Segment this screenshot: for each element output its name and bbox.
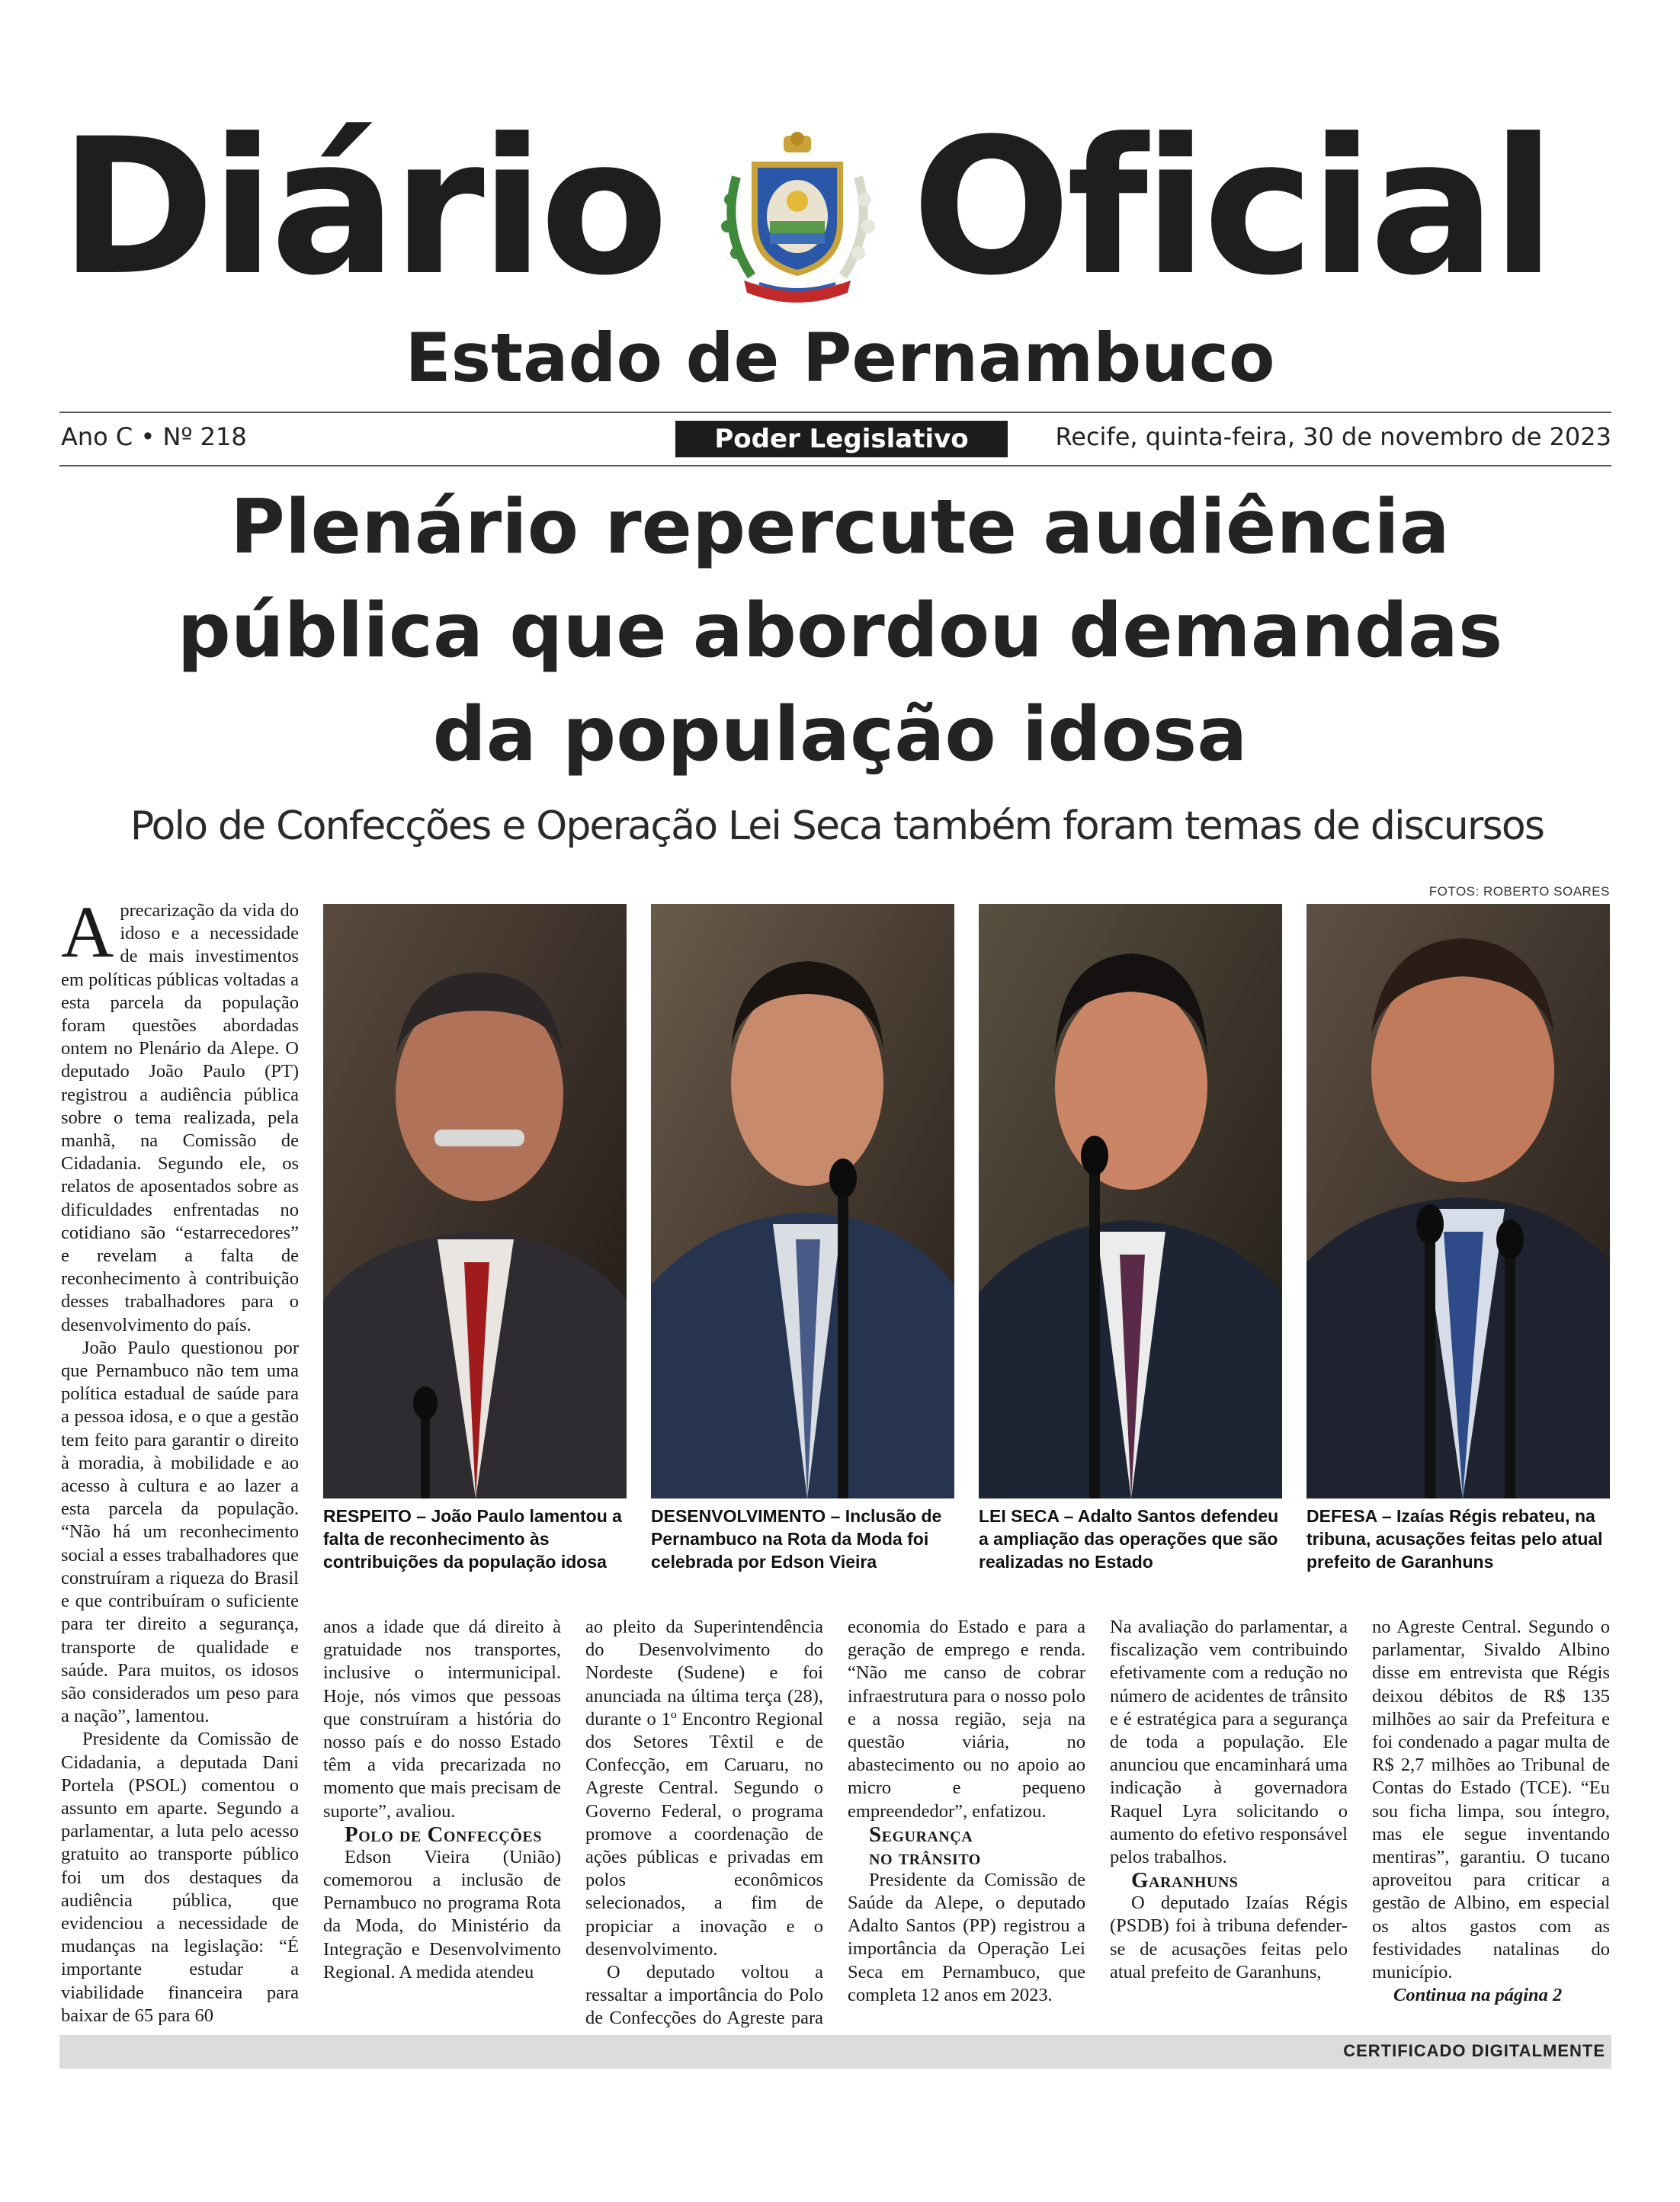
section-subhead: Polo de Confecções bbox=[345, 1822, 542, 1847]
photo-caption: LEI SECA – Adalto Santos defendeu a ampliação das operações que são realizadas no Estado bbox=[979, 1506, 1279, 1572]
continued-link[interactable]: Continua na página 2 bbox=[1393, 1985, 1563, 2006]
article-paragraph: O deputado Izaías Régis (PSDB) foi à tribuna defender-se de acusações feitas pelo atual prefeito de Garanhuns, bbox=[1110, 1893, 1348, 1982]
article-paragraph: Presidente da Comissão de Saúde da Alepe, o deputado Adalto Santos (PP) registrou a importância da Operação Lei Seca em Pernambuco, que completa 12 anos em 2023. bbox=[848, 1869, 1085, 2005]
section-subhead: no trânsito bbox=[869, 1845, 981, 1870]
article-column-4 bbox=[848, 1616, 1085, 2007]
coat-of-arms-icon bbox=[713, 131, 881, 308]
article-paragraph: Presidente da Comissão de Cidadania, a deputada Dani Portela (PSOL) comentou o assunto em aparte. Segundo a parlamentar, a luta pelo acesso gratuito ao transporte público foi um dos destaques da audiência pública, que evidenciou a necessidade de mudanças na legislação: “É importante estudar a viabilidade financeira para baixar de 65 para 60 bbox=[61, 1729, 299, 2026]
article-column-2 bbox=[323, 1616, 561, 1984]
photo-caption: RESPEITO – João Paulo lamentou a falta de reconhecimento às contribuições da população idosa bbox=[323, 1506, 622, 1572]
article-paragraph: O deputado voltou a ressaltar a importância do Polo de Confecções do Agreste para bbox=[585, 1962, 823, 2029]
dropcap: A bbox=[61, 891, 114, 973]
photo-izaias-regis bbox=[1306, 904, 1610, 1498]
headline-line: da população idosa bbox=[432, 691, 1248, 778]
article-paragraph: Edson Vieira (União) comemorou a inclusão de Pernambuco no programa Rota da Moda, do Ministério da Integração e Desenvolvimento Regional. A medida atendeu bbox=[323, 1846, 561, 1982]
article-paragraph: no Agreste Central. Segundo o parlamentar, Sivaldo Albino disse em entrevista que Régis deixou débitos de R$ 135 milhões ao sair da Prefeitura e foi condenado a pagar multa de R$ 2,7 milhões ao Tribunal de Contas do Estado (TCE). “Eu sou ficha limpa, sou íntegro, mas ele segue inventando mentiras”, garantiu. O tucano aproveitou para criticar a gestão de Albino, em especial os altos gastos com as festividades natalinas do município. bbox=[1372, 1617, 1610, 1983]
article-paragraph: João Paulo questionou por que Pernambuco não tem uma política estadual de saúde para a pessoa idosa, e o que a gestão tem feito para garantir o direito à moradia, à mobilidade e ao acesso à cultura e ao lazer a esta parcela da população. “Não há um reconhecimento social a esses trabalhadores que construíram a riqueza do Brasil e que contribuíram o suficiente para ter direito a segurança, transporte de qualidade e saúde. Para muitos, os idosos são considerados um peso para a nação”, lamentou. bbox=[61, 1337, 299, 1727]
photo-caption: DESENVOLVIMENTO – Inclusão de Pernambuco na Rota da Moda foi celebrada por Edson Vieira bbox=[651, 1506, 942, 1572]
article-paragraph: ao pleito da Superintendência do Desenvolvimento do Nordeste (Sudene) e foi anunciada na última terça (28), durante o 1º Encontro Regional dos Setores Têxtil e de Confecção, em Caruaru, no Agreste Central. Segundo o Governo Federal, o programa promove a coordenação de ações públicas e privadas em polos econômicos selecionados, a fim de propiciar a inovação e o desenvolvimento. bbox=[585, 1617, 823, 1960]
lead-text: precarização da vida do idoso e a necessidade de mais investimentos em políticas públicas voltadas a esta parcela da população foram questões abordadas ontem no Plenário da Alepe. O deputado João Paulo (PT) registrou a audiência pública sobre o tema realizada, pela manhã, na Comissão de Cidadania. Segundo ele, os relatos de aposentados sobre as dificuldades enfrentadas no cotidiano são “estarrecedores” e revelam a falta de reconhecimento à contribuição desses trabalhadores para o desenvolvimento do país. bbox=[61, 900, 299, 1335]
masthead-title-left: Diário bbox=[59, 99, 665, 317]
masthead-rule-top bbox=[59, 412, 1611, 413]
article-paragraph: anos a idade que dá direito à gratuidade nos transportes, inclusive o intermunicipal. Hoje, nós vimos que pessoas que construíram a história do nosso país e do nosso Estado têm a vida precarizada no momento que mais precisam de suporte”, avaliou. bbox=[323, 1617, 561, 1822]
photo-caption: DEFESA – Izaías Régis rebateu, na tribuna, acusações feitas pelo atual prefeito de Garanhuns bbox=[1306, 1506, 1603, 1572]
section-label: Poder Legislativo bbox=[675, 421, 1008, 457]
article-paragraph bbox=[61, 891, 299, 1337]
article-column-5 bbox=[1110, 1616, 1348, 1984]
section-subhead: Garanhuns bbox=[1131, 1868, 1239, 1893]
headline-line: pública que abordou demandas bbox=[177, 588, 1503, 675]
subheadline: Polo de Confecções e Operação Lei Seca também foram temas de discursos bbox=[130, 803, 1544, 849]
photo-joao-paulo bbox=[323, 904, 627, 1498]
article-column-1 bbox=[61, 891, 299, 2027]
photo-adalto-santos bbox=[979, 904, 1282, 1498]
photo-edson-vieira bbox=[651, 904, 954, 1498]
photo-credit: FOTOS: ROBERTO SOARES bbox=[1428, 884, 1610, 899]
edition-number: Ano C • Nº 218 bbox=[61, 422, 247, 451]
headline-line: Plenário repercute audiência bbox=[230, 484, 1450, 571]
article-paragraph: economia do Estado e para a geração de emprego e renda. “Não me canso de cobrar infraestrutura para o nosso polo e a nossa região, seja na questão viária, no abastecimento ou no apoio ao micro e pequeno empreendedor”, enfatizou. bbox=[848, 1617, 1085, 1822]
section-subhead: Segurança bbox=[869, 1822, 973, 1847]
masthead-subtitle: Estado de Pernambuco bbox=[405, 319, 1275, 397]
article-column-3 bbox=[585, 1616, 823, 2053]
digital-certificate-label: CERTIFICADO DIGITALMENTE bbox=[1343, 2041, 1605, 2060]
headline bbox=[61, 476, 1619, 787]
article-column-6 bbox=[1372, 1616, 1610, 2007]
masthead-title-right: Oficial bbox=[912, 99, 1551, 317]
article-paragraph: Na avaliação do parlamentar, a fiscalização vem contribuindo efetivamente com a redução no número de acidentes de trânsito e é estratégica para a segurança de toda a população. Ele anunciou que encaminhará uma indicação à governadora Raquel Lyra solicitando o aumento do efetivo responsável pelos trabalhos. bbox=[1110, 1617, 1348, 1868]
masthead-rule-bottom bbox=[59, 465, 1611, 466]
dateline: Recife, quinta-feira, 30 de novembro de 2023 bbox=[1055, 422, 1611, 451]
